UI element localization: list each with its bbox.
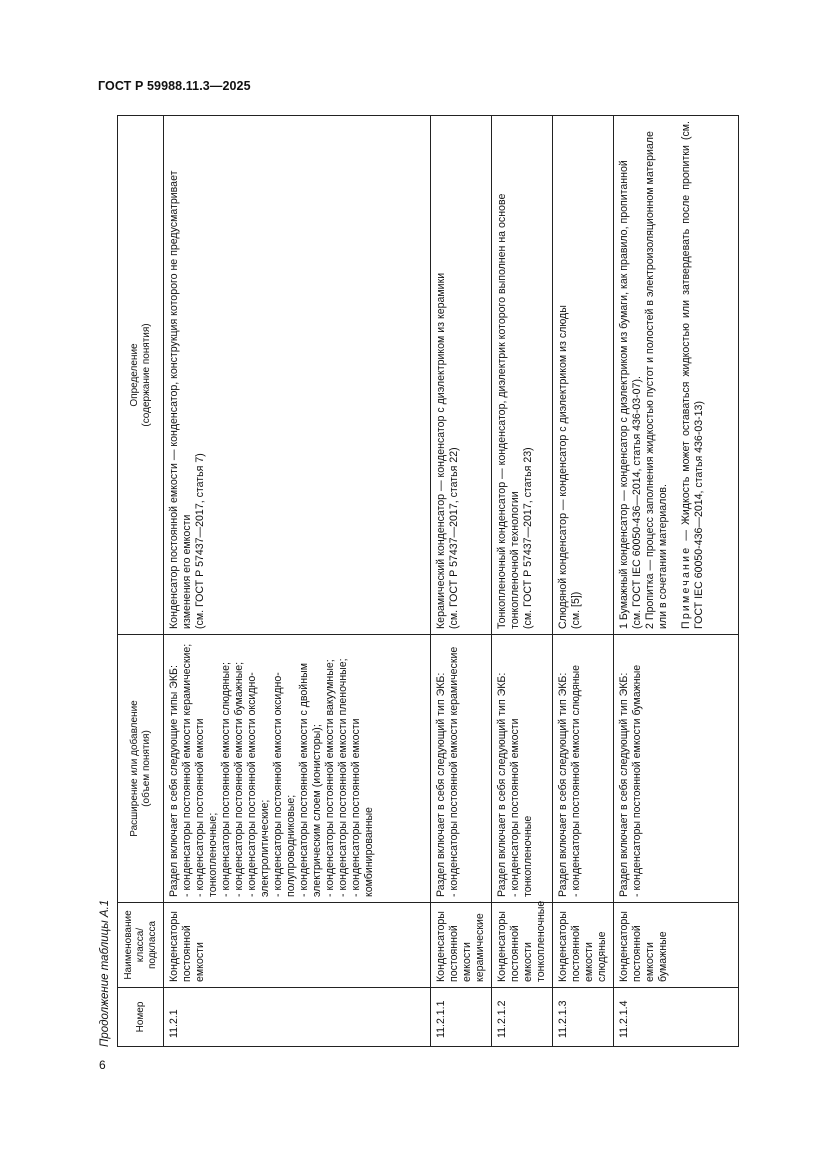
extension-line: Раздел включает в себя следующие типы ЭКБ: bbox=[168, 665, 180, 897]
extension-line: Раздел включает в себя следующий тип ЭКБ: bbox=[618, 672, 630, 897]
rotated-table-area bbox=[96, 116, 724, 1047]
row-number: 11.2.1.3 bbox=[553, 988, 614, 1047]
extension-line: - конденсаторы постоянной емкости керамические; bbox=[181, 643, 193, 897]
table-row bbox=[614, 116, 739, 1047]
extension-line: - конденсаторы постоянной емкости тонкопленочные bbox=[509, 718, 534, 897]
note-label: Примечание bbox=[680, 545, 692, 629]
document-code: ГОСТ Р 59988.11.3—2025 bbox=[98, 79, 251, 93]
extension-line: - конденсаторы постоянной емкости оксидно-полупроводниковые; bbox=[272, 672, 297, 897]
definition-line: Конденсатор постоянной емкости — конденсатор, конструкция которого не предусматривает изменения его емкости bbox=[168, 170, 193, 629]
row-class-name: Конденсаторы постоянной емкости тонкопленочные bbox=[492, 903, 553, 988]
extension-line: - конденсаторы постоянной емкости с двойным электрическим слоем (ионисторы); bbox=[298, 663, 323, 897]
row-class-name: Конденсаторы постоянной емкости керамические bbox=[431, 903, 492, 988]
note-text: — Жидкость может оставаться жидкостью или затвердевать после пропитки (см. ГОСТ IEC 60050-436—2014, статья 436-03-13) bbox=[680, 121, 705, 629]
extension-line: - конденсаторы постоянной емкости вакуумные; bbox=[324, 659, 336, 897]
row-definition bbox=[492, 116, 553, 635]
row-class-name: Конденсаторы постоянной емкости bbox=[164, 903, 431, 988]
table-row bbox=[164, 116, 431, 1047]
page-number: 6 bbox=[99, 1058, 106, 1072]
definition-line: Керамический конденсатор — конденсатор с диэлектриком из керамики bbox=[435, 272, 447, 629]
column-header-number bbox=[118, 988, 164, 1047]
row-number: 11.2.1.2 bbox=[492, 988, 553, 1047]
definition-line: (см. ГОСТ IEC 60050-436—2014, статья 436-03-07). bbox=[631, 376, 643, 629]
definition-note bbox=[680, 121, 706, 629]
row-definition bbox=[164, 116, 431, 635]
extension-line: - конденсаторы постоянной емкости слюдяные bbox=[570, 665, 582, 897]
table-row bbox=[431, 116, 492, 1047]
table-header-row bbox=[118, 116, 164, 1047]
definition-line: 1 Бумажный конденсатор — конденсатор с диэлектриком из бумаги, как правило, пропитанной bbox=[618, 160, 630, 629]
column-header-name-line1: Наименование bbox=[122, 910, 134, 980]
extension-line: - конденсаторы постоянной емкости бумажные; bbox=[233, 661, 245, 897]
extension-line: Раздел включает в себя следующий тип ЭКБ: bbox=[496, 672, 508, 897]
row-extension bbox=[553, 635, 614, 903]
column-header-extension-line1: Расширение или добавление bbox=[128, 700, 140, 837]
extension-line: - конденсаторы постоянной емкости слюдяные; bbox=[220, 662, 232, 897]
definition-line: (см. ГОСТ Р 57437—2017, статья 23) bbox=[522, 447, 534, 629]
definitions-table bbox=[117, 115, 739, 1047]
row-class-name: Конденсаторы постоянной емкости бумажные bbox=[614, 903, 739, 988]
table-row bbox=[553, 116, 614, 1047]
row-definition bbox=[614, 116, 739, 635]
row-definition bbox=[553, 116, 614, 635]
row-extension bbox=[614, 635, 739, 903]
column-header-extension bbox=[118, 635, 164, 903]
column-header-extension-line2: (объем понятия) bbox=[140, 730, 152, 807]
row-definition bbox=[431, 116, 492, 635]
definition-line: (см. ГОСТ Р 57437—2017, статья 7) bbox=[194, 453, 206, 629]
extension-line: - конденсаторы постоянной емкости тонкопленочные; bbox=[194, 718, 219, 897]
table-row bbox=[492, 116, 553, 1047]
extension-line: - конденсаторы постоянной емкости комбинированные bbox=[350, 718, 375, 897]
column-header-definition-line2: (содержание понятия) bbox=[140, 323, 152, 427]
column-header-definition bbox=[118, 116, 164, 635]
column-header-name-line2: класса/подкласса bbox=[134, 920, 158, 970]
row-extension bbox=[431, 635, 492, 903]
extension-line: - конденсаторы постоянной емкости оксидно-электролитические; bbox=[246, 672, 271, 897]
definition-line: (см. ГОСТ Р 57437—2017, статья 22) bbox=[448, 447, 460, 629]
extension-line: - конденсаторы постоянной емкости керамические bbox=[448, 646, 460, 897]
definition-line: Слюдяной конденсатор — конденсатор с диэлектриком из слюды bbox=[557, 305, 569, 629]
row-number: 11.2.1.1 bbox=[431, 988, 492, 1047]
column-header-number-text: Номер bbox=[134, 1001, 146, 1033]
definition-line: (см. [5]) bbox=[570, 591, 582, 629]
column-header-name bbox=[118, 903, 164, 988]
definition-line: 2 Пропитка — процесс заполнения жидкостью пустот и полостей в электроизоляционном материале или в сочетании материалов. bbox=[644, 131, 669, 629]
extension-line: - конденсаторы постоянной емкости пленочные; bbox=[337, 658, 349, 897]
row-number: 11.2.1.4 bbox=[614, 988, 739, 1047]
row-extension bbox=[164, 635, 431, 903]
row-number: 11.2.1 bbox=[164, 988, 431, 1047]
row-extension bbox=[492, 635, 553, 903]
extension-line: Раздел включает в себя следующий тип ЭКБ: bbox=[435, 672, 447, 897]
column-header-definition-line1: Определение bbox=[128, 343, 140, 407]
table-caption: Продолжение таблицы А.1 bbox=[99, 899, 111, 1047]
row-class-name: Конденсаторы постоянной емкости слюдяные bbox=[553, 903, 614, 988]
extension-line: Раздел включает в себя следующий тип ЭКБ: bbox=[557, 672, 569, 897]
definition-line: Тонкопленочный конденсатор — конденсатор, диэлектрик которого выполнен на основе тонкопленочной технологии bbox=[496, 193, 521, 629]
extension-line: - конденсаторы постоянной емкости бумажные bbox=[631, 664, 643, 897]
